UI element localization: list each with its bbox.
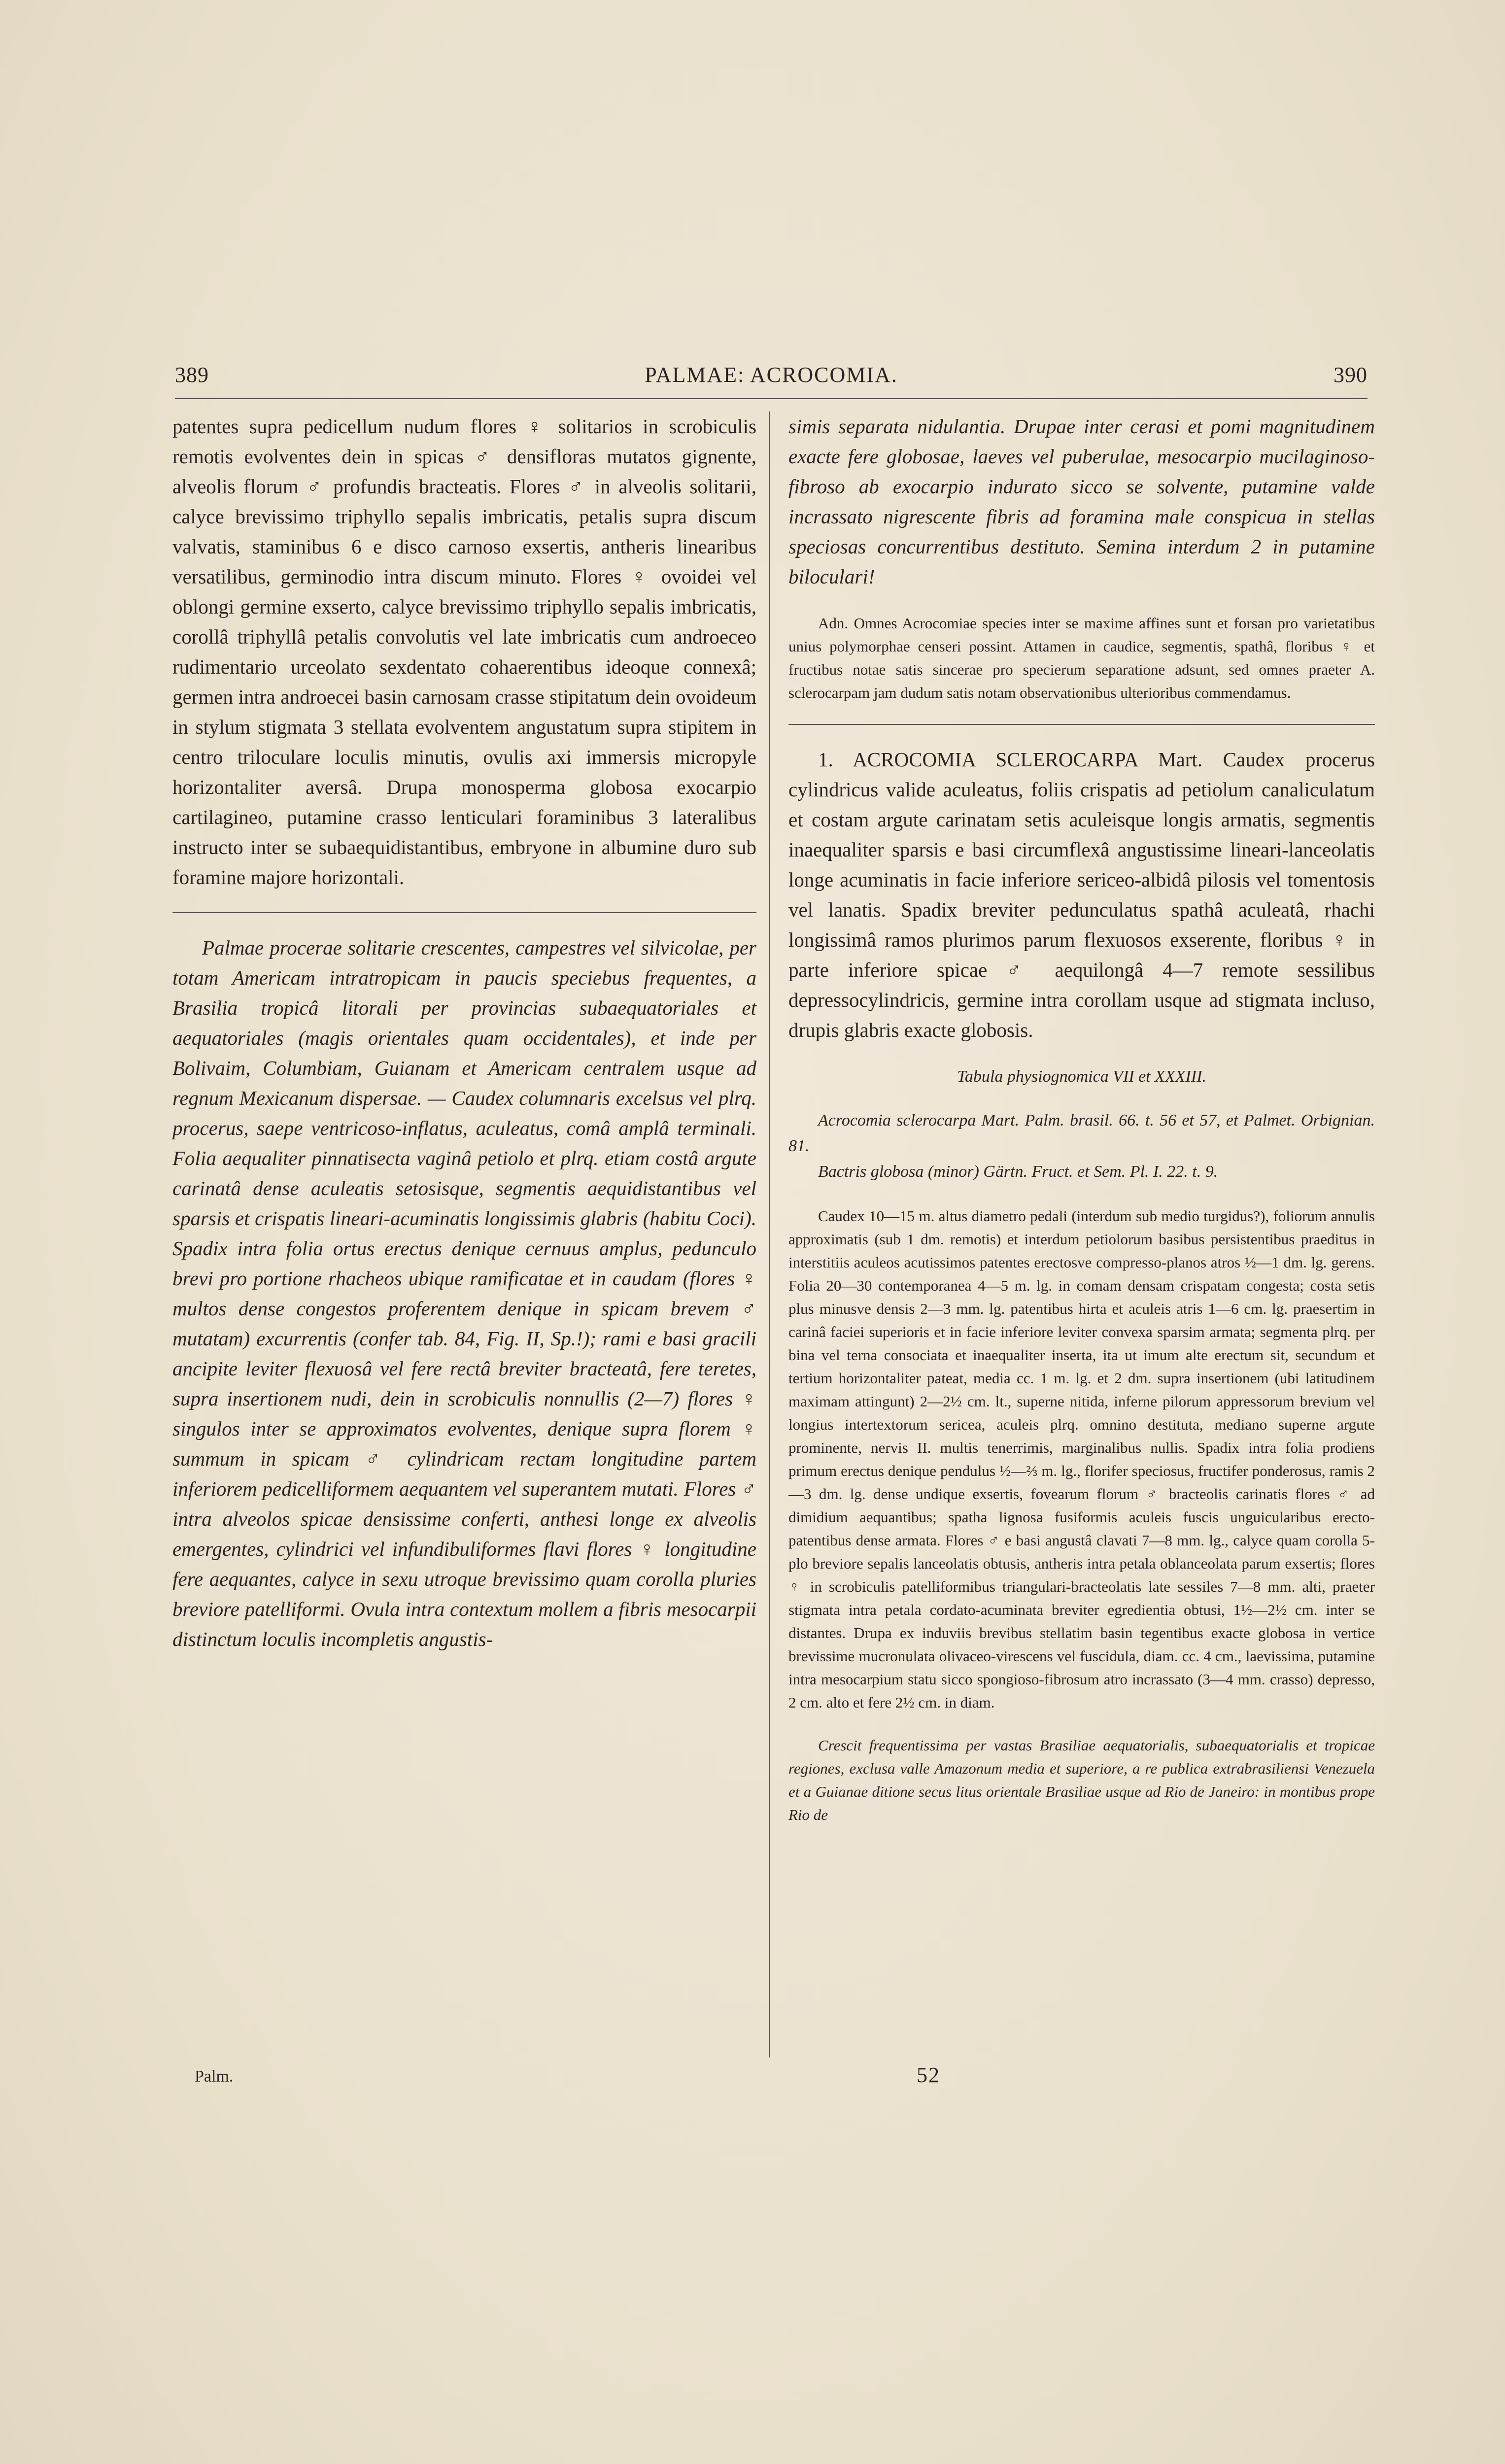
right-column — [788, 411, 1375, 1826]
species-detailed-description: Caudex 10—15 m. altus diametro pedali (interdum sub medio turgidus?), foliorum annulis approximatis (sub 1 dm. remotis) et interdum petiolorum basibus persistentibus praeditus in interstitiis aculeos acutissimos patentes erectosve compresso-planos atros ½—1 dm. lg. gerens. Folia 20—30 contemporanea 4—5 m. lg. in comam densam crispatam congesta; costa setis plus minusve densis 2—3 mm. lg. patentibus hirta et aculeis atris 1—6 cm. lg. praesertim in carinâ faciei superioris et in facie inferiore leviter convexa sparsim armata; segmenta plrq. per bina vel terna consociata et inaequaliter inserta, ita ut imum alte erectum sit, secundum et tertium horizontaliter pateat, media cc. 1 m. lg. et 2 dm. supra insertionem (ubi latitudinem maximam attingunt) 2—2½ cm. lt., superne nitida, inferne pilorum appressorum brevium vel longius intertextorum sericea, aculeis plrq. omnino destituta, mediano superne argute prominente, nervis II. multis tenerrimis, marginalibus nullis. Spadix intra folia prodiens primum erectus denique pendulus ½—⅔ m. lg., florifer speciosus, fructifer ponderosus, ramis 2—3 dm. lg. dense undique exsertis, fovearum florum ♂ bracteolis carinatis flores ♂ ad dimidium aequantibus; spatha lignosa fusiformis aculeis fuscis unguicularibus erecto-patentibus dense armata. Flores ♂ e basi angustâ clavati 7—8 mm. lg., calyce quam corolla 5-plo breviore sepalis lanceolatis obtusis, antheris intra petala oblanceolata parum exsertis; flores ♀ in scrobiculis patelliformibus triangulari-bracteolatis late sessiles 7—8 mm. alti, praeter stigmata intra petala cordato-acuminata breviter egredientia obtusi, 1½—2½ cm. inter se distantes. Drupa ex induviis brevibus stellatim basin tegentibus exacte globosa in vertice brevissime mucronulata olivaceo-virescens vel fuscidula, diam. cc. 4 cm., laevissima, putamine intra mesocarpium statu sicco spongioso-fibrosum atro incrassato (3—4 mm. crasso) depresso, 2 cm. alto et fere 2½ cm. in diam. — [788, 1207, 1375, 1711]
footer-signature-left: Palm. — [195, 2067, 234, 2086]
synonym-reference-2: Bactris globosa (minor) Gärtn. Fruct. et Sem. Pl. I. 22. t. 9. — [818, 1163, 1218, 1181]
running-title: PALMAE: ACROCOMIA. — [645, 363, 898, 387]
habitat-paragraph: Crescit frequentissima per vastas Brasiliae aequatorialis, subaequatorialis et tropicae regiones, exclusa valle Amazonum media et superiore, a re publica extrabrasiliensi Venezuela et a Guianae ditione secus litus orientale Brasiliae usque ad Rio de Janeiro: in montibus prope Rio de — [788, 1737, 1375, 1823]
genus-habit-paragraph: Palmae procerae solitarie crescentes, campestres vel silvicolae, per totam Americam intratropicam in paucis speciebus frequentes, a Brasilia tropicâ litorali per provincias subaequatoriales et aequatoriales (magis orientales quam occidentales), et inde per Bolivaim, Columbiam, Guianam et Americam centralem usque ad regnum Mexicanum dispersae. — Caudex columnaris excelsus vel plrq. procerus, saepe ventricoso-inflatus, aculeatus, comâ amplâ terminali. Folia aequaliter pinnatisecta vaginâ petiolo et plrq. etiam costâ argute carinatâ dense aculeatis setosisque, segmentis aequidistantibus vel sparsis et crispatis lineari-acuminatis longissimis glabris (habitu Coci). Spadix intra folia ortus erectus denique cernuus amplus, pedunculo brevi pro portione rhacheos ubique ramificatae et in caudam (flores ♀ multos dense congestos proferentem denique in spicam brevem ♂ mutatam) excurrentis (confer tab. 84, Fig. II, Sp.!); rami e basi gracili ancipite leviter flexuosâ vel fere rectâ breviter bracteatâ, fere teretes, supra insertionem nudi, dein in scrobiculis nonnullis (2—7) flores ♀ singulos inter se approximatos evolventes, denique supra florem ♀ summum in spicam ♂ cylindricam rectam longitudine partem inferiorem pedicelliformem aequantem vel superantem mutati. Flores ♂ intra alveolos spicae densissime conferti, anthesi longe ex alveolis emergentes, cylindrici vel infundibuliformes flavi flores ♀ longitudine fere aequantes, calyce in sexu utroque brevissimo quam corolla pluries breviore patelliformi. Ovula intra contextum mollem a fibris mesocarpii distinctum loculis incompletis angustis- — [172, 936, 756, 1650]
signature-number: 52 — [917, 2063, 940, 2087]
column-divider — [769, 411, 770, 2057]
page-header — [175, 362, 1368, 397]
tabula-reference: Tabula physiognomica VII et XXXIII. — [957, 1067, 1206, 1086]
section-rule-right — [788, 724, 1375, 725]
left-column — [172, 411, 756, 1654]
page-number-right: 390 — [1334, 363, 1368, 387]
drupe-description: simis separata nidulantia. Drupae inter cerasi et pomi magnitudinem exacte fere globosae, laeves vel puberulae, mesocarpio mucilaginoso-fibroso ab exocarpio indurato sicco se solvente, putamine valde incrassato nigrescente fibris ad foramina male conspicua in stellas speciosas concurrentibus destituto. Semina interdum 2 in putamine biloculari! — [788, 415, 1375, 588]
genus-description: patentes supra pedicellum nudum flores ♀ solitarios in scrobiculis remotis evolventes dein in spicas ♂ densifloras mutatos gignente, alveolis florum ♂ profundis bracteatis. Flores ♂ in alveolis solitarii, calyce brevissimo triphyllo sepalis imbricatis, petalis supra discum valvatis, staminibus 6 e disco carnoso exsertis, antheris linearibus versatilibus, germinodio intra discum minuto. Flores ♀ ovoidei vel oblongi germine exserto, calyce brevissimo triphyllo sepalis imbricatis, corollâ triphyllâ petalis convolutis vel late imbricatis cum androeceo rudimentario urceolato sexdentato cohaerentibus ideoque connexâ; germen intra androecei basin carnosam crasse stipitatum dein ovoideum in stylum stigmata 3 stellata evolventem angustatum supra stipitem in centro triloculare loculis minutis, ovulis axi immersis micropyle horizontaliter aversâ. Drupa monosperma globosa exocarpio cartilagineo, putamine crasso lenticulari foraminibus 3 lateralibus instructo inter se subaequidistantibus, embryone in albumine duro sub foramine majore horizontali. — [172, 415, 756, 889]
header-rule — [175, 398, 1368, 399]
section-rule-left — [172, 912, 756, 913]
species-diagnosis: 1. ACROCOMIA SCLEROCARPA Mart. Caudex procerus cylindricus valide aculeatus, foliis crispatis ad petiolum canaliculatum et costam argute carinatam setis aculeisque longis armatis, segmentis inaequaliter sparsis e basi circumflexâ angustissime lineari-lanceolatis longe acuminatis in facie inferiore sericeo-albidâ pilosis vel tomentosis vel lanatis. Spadix breviter pedunculatus spathâ aculeatâ, rhachi longissimâ ramos plurimos parum flexuosos exserente, floribus ♀ in parte inferiore spicae ♂ aequilongâ 4—7 remote sessilibus depressocylindricis, germine intra corollam usque ad stigmata incluso, drupis glabris exacte globosis. — [788, 748, 1375, 1041]
synonym-reference-1: Acrocomia sclerocarpa Mart. Palm. brasil. 66. t. 56 et 57, et Palmet. Orbignian. 81. — [788, 1111, 1375, 1155]
page-number-left: 389 — [175, 363, 209, 387]
annotation-adn: Adn. Omnes Acrocomiae species inter se maxime affines sunt et forsan pro varietatibus unius polymorphae censeri possint. Attamen in caudice, segmentis, spathâ, floribus ♀ et fructibus notae satis sincerae pro specierum separatione adsunt, sed omnes praeter A. sclerocarpam jam dudum satis notam observationibus ulterioribus commendamus. — [788, 615, 1375, 701]
